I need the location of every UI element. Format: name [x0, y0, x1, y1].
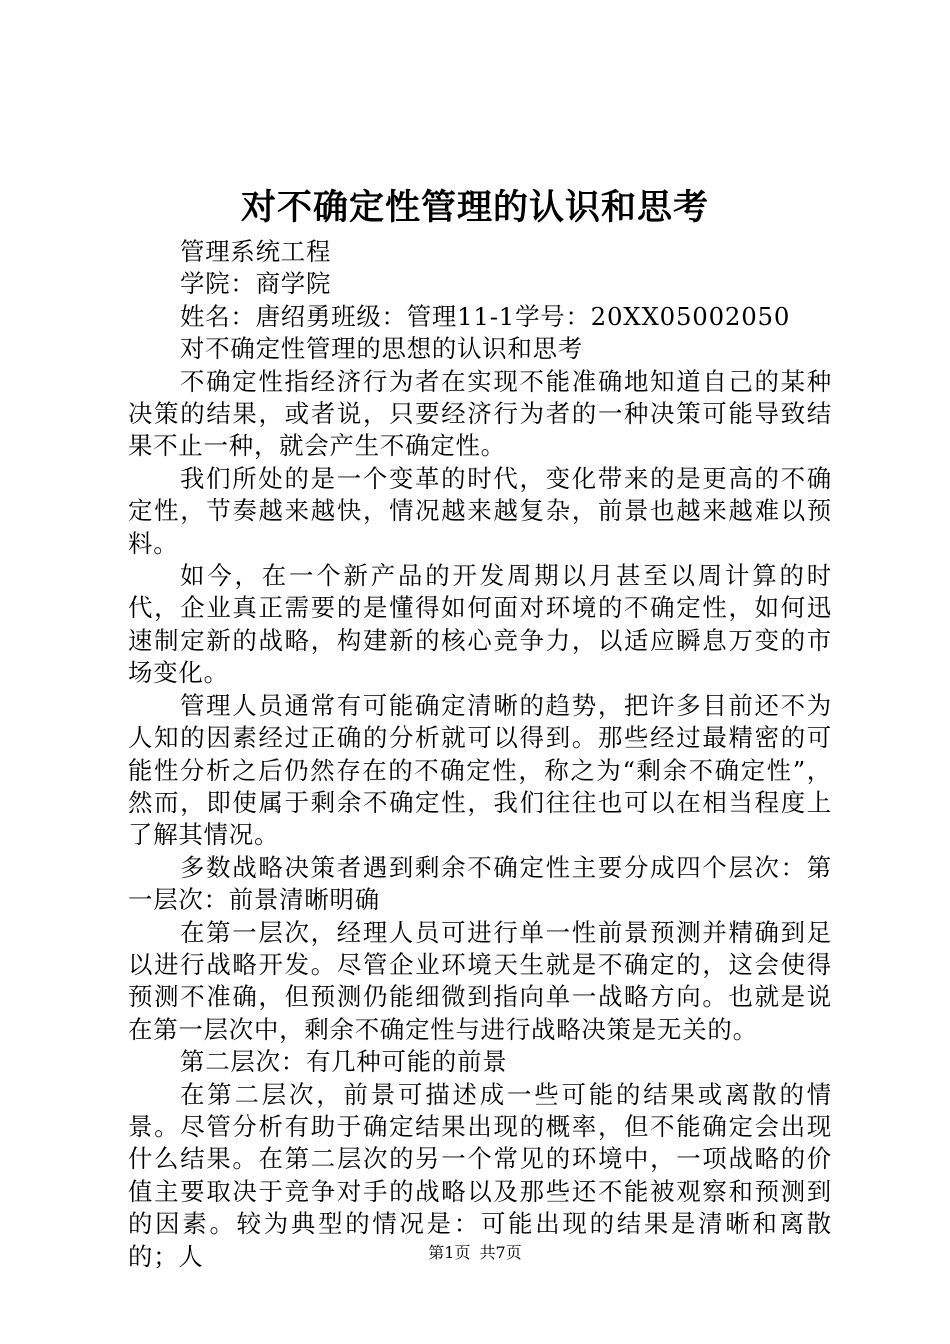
paragraph: 第二层次：有几种可能的前景: [180, 1047, 508, 1077]
paragraph: 不确定性指经济行为者在实现不能准确地知道自己的某种决策的结果，或者说，只要经济行为者的一种决策可能导致结果不止一种，就会产生不确定性。: [128, 366, 832, 461]
page-total: 共7页: [479, 1243, 522, 1262]
paragraph: 对不确定性管理的思想的认识和思考: [180, 334, 584, 364]
paragraph: 如今，在一个新产品的开发周期以月甚至以周计算的时代，企业真正需要的是懂得如何面对环境的不确定性，如何迅速制定新的战略，构建新的核心竞争力，以适应瞬息万变的市场变化。: [128, 561, 832, 688]
paragraph: 姓名：唐绍勇班级：管理11-1学号：20XX05002050: [180, 301, 791, 331]
paragraph: 学院：商学院: [180, 269, 332, 299]
document-body: [128, 236, 832, 1273]
paragraph: 我们所处的是一个变革的时代，变化带来的是更高的不确定性，节奏越来越快，情况越来越复杂，前景也越来越难以预料。: [128, 463, 832, 558]
paragraph: 管理系统工程: [180, 237, 332, 266]
paragraph: 管理人员通常有可能确定清晰的趋势，把许多目前还不为人知的因素经过正确的分析就可以得到。那些经过最精密的可能性分析之后仍然存在的不确定性，称之为“剩余不确定性”，然而，即使属于剩余不确定性，我们往往也可以在相当程度上了解其情况。: [128, 690, 832, 850]
document-title: 对不确定性管理的认识和思考: [240, 187, 709, 228]
paragraph: 多数战略决策者遇到剩余不确定性主要分成四个层次：第一层次：前景清晰明确: [128, 852, 832, 915]
paragraph: 在第二层次，前景可描述成一些可能的结果或离散的情景。尽管分析有助于确定结果出现的概率，但不能确定会出现什么结果。在第二层次的另一个常见的环境中，一项战略的价值主要取决于竞争对手的战略以及那些还不能被观察和预测到的因素。较为典型的情况是：可能出现的结果是清晰和离散的；人: [128, 1079, 832, 1271]
page-footer: [0, 1242, 950, 1264]
page-number: 第1页: [428, 1243, 471, 1262]
paragraph: 在第一层次，经理人员可进行单一性前景预测并精确到足以进行战略开发。尽管企业环境天生就是不确定的，这会使得预测不准确，但预测仍能细微到指向单一战略方向。也就是说在第一层次中，剩余不确定性与进行战略决策是无关的。: [128, 917, 832, 1044]
